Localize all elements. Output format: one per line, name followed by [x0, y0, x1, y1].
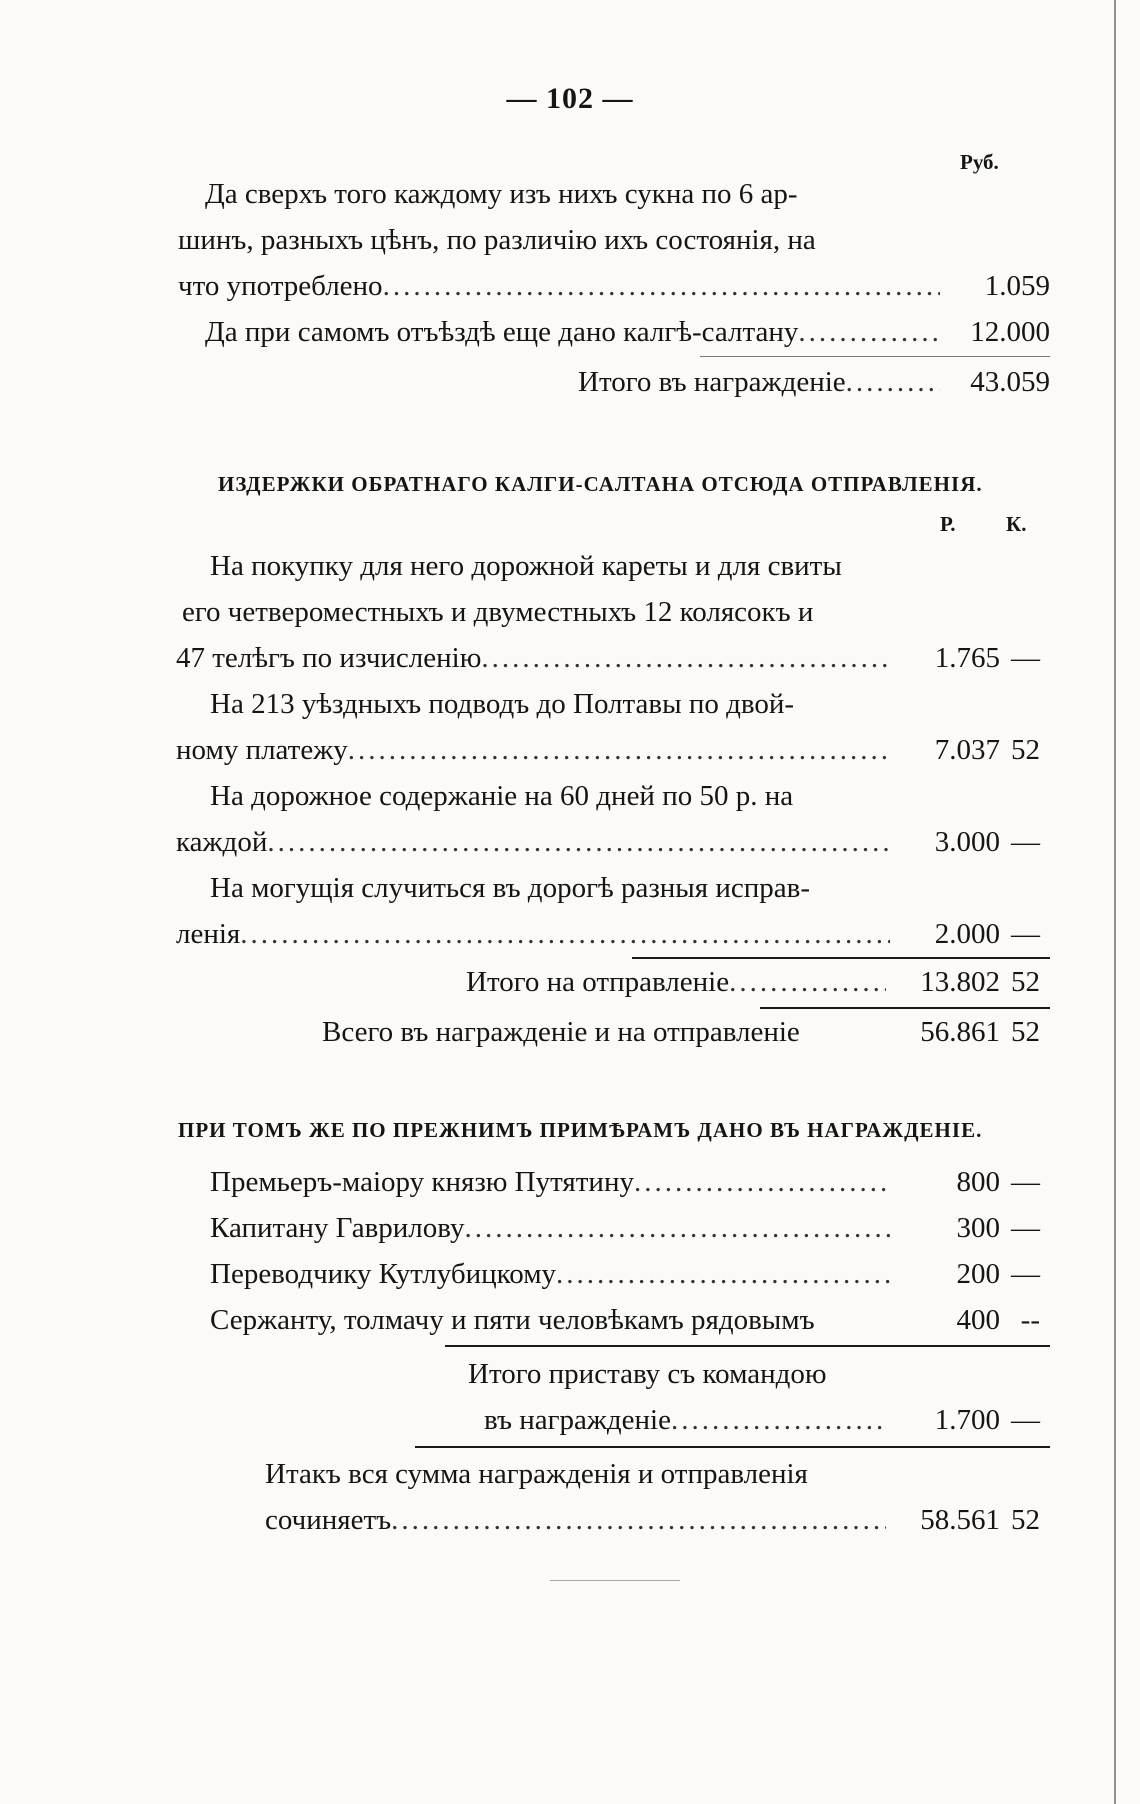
- section2-item-4-rub: 400: [956, 1304, 1000, 1336]
- item3-line-1: На дорожное содержаніе на 60 дней по 50 р. на: [210, 780, 794, 812]
- final-kop: 52: [1011, 1504, 1040, 1536]
- item4-line-2: [176, 916, 890, 952]
- item4-rub: 2.000: [934, 918, 1000, 950]
- award-total-amount: 43.059: [970, 366, 1050, 398]
- award-total-rule: [700, 356, 1050, 357]
- item1-kop: —: [1011, 642, 1040, 674]
- item3-line-2-label: каждой: [176, 826, 268, 858]
- section1-total-rule: [632, 957, 1050, 959]
- section2-item-2-label: Капитану Гаврилову: [210, 1212, 465, 1244]
- section1-total: [466, 964, 886, 1000]
- leader-dots: [383, 268, 940, 304]
- leader-dots: [240, 916, 890, 952]
- closing-rule: [550, 1580, 680, 1581]
- item4-line-2-label: ленія: [176, 918, 241, 950]
- item3-kop: —: [1011, 826, 1040, 858]
- section1-grand-rub: 56.861: [920, 1016, 1000, 1048]
- item1-rub: 1.765: [934, 642, 1000, 674]
- section1-col-rub: Р.: [940, 512, 956, 536]
- section1-grand-kop: 52: [1011, 1016, 1040, 1048]
- item1-line-3-label: 47 телѣгъ по изчисленію: [176, 642, 482, 674]
- section2-item-3-label: Переводчику Кутлубицкому: [210, 1258, 557, 1290]
- item2-line-1: На 213 уѣздныхъ подводъ до Полтавы по двой-: [210, 688, 795, 720]
- section2-heading: ПРИ ТОМЪ ЖЕ ПО ПРЕЖНИМЪ ПРИМѢРАМЪ ДАНО ВЪ НАГРАЖДЕНІЕ.: [178, 1118, 983, 1142]
- leader-dots: [348, 732, 890, 768]
- section2-item-1: [210, 1164, 890, 1200]
- leader-dots: [634, 1164, 890, 1200]
- leader-dots: [556, 1256, 890, 1292]
- section1-total-label: Итого на отправленіе: [466, 966, 730, 998]
- section2-total-label: въ награжденіе: [484, 1404, 671, 1436]
- section2-total-line-1: Итого приставу съ командою: [468, 1358, 827, 1390]
- section2-total-top-rule: [445, 1345, 1050, 1347]
- award-line-4-label: Да при самомъ отъѣздѣ еще дано калгѣ-салтану: [205, 316, 799, 348]
- item4-line-1: На могущія случиться въ дорогѣ разныя исправ-: [210, 872, 811, 904]
- award-line-4: [205, 314, 940, 350]
- award-line-3: [178, 268, 940, 304]
- section1-grand-label: Всего въ награжденіе и на отправленіе: [322, 1016, 800, 1048]
- section2-total-rub: 1.700: [934, 1404, 1000, 1436]
- section1-total-rub: 13.802: [920, 966, 1000, 998]
- item1-line-1: На покупку для него дорожной кареты и для свиты: [210, 550, 842, 582]
- section2-item-4-kop: --: [1020, 1304, 1040, 1336]
- section2-total-bottom-rule: [415, 1446, 1050, 1448]
- item2-rub: 7.037: [934, 734, 1000, 766]
- item1-line-3: [176, 640, 890, 676]
- leader-dots: [267, 824, 890, 860]
- section2-item-2-rub: 300: [956, 1212, 1000, 1244]
- award-line-3-amount: 1.059: [984, 270, 1050, 302]
- leader-dots: [671, 1402, 886, 1438]
- leader-dots: [846, 364, 940, 400]
- section2-item-1-label: Премьеръ-маіору князю Путятину: [210, 1166, 634, 1198]
- award-line-2: шинъ, разныхъ цѣнъ, по различію ихъ состоянія, на: [178, 224, 816, 256]
- page-number: — 102 —: [506, 82, 634, 115]
- leader-dots: [798, 314, 940, 350]
- award-total-label: Итого въ награжденіе: [578, 366, 846, 398]
- section2-total-kop: —: [1011, 1404, 1040, 1436]
- leader-dots: [464, 1210, 890, 1246]
- final-line-1: Итакъ вся сумма награжденія и отправленія: [265, 1458, 808, 1490]
- item3-line-2: [176, 824, 890, 860]
- section2-item-4-label: Сержанту, толмачу и пяти человѣкамъ рядовымъ: [210, 1304, 815, 1336]
- section1-col-kop: К.: [1006, 512, 1027, 536]
- leader-dots: [729, 964, 886, 1000]
- final-line-2: [265, 1502, 886, 1538]
- item3-rub: 3.000: [934, 826, 1000, 858]
- section2-item-1-rub: 800: [956, 1166, 1000, 1198]
- item4-kop: —: [1011, 918, 1040, 950]
- section1-heading: ИЗДЕРЖКИ ОБРАТНАГО КАЛГИ-САЛТАНА ОТСЮДА ОТПРАВЛЕНІЯ.: [218, 472, 983, 496]
- section2-item-2: [210, 1210, 890, 1246]
- section2-item-1-kop: —: [1011, 1166, 1040, 1198]
- item2-kop: 52: [1011, 734, 1040, 766]
- award-line-1: Да сверхъ того каждому изъ нихъ сукна по 6 ар-: [205, 178, 798, 210]
- final-label: сочиняетъ: [265, 1504, 392, 1536]
- section1-grand-rule: [760, 1007, 1050, 1009]
- item2-line-2: [176, 732, 890, 768]
- currency-header: Руб.: [960, 150, 999, 174]
- item2-line-2-label: ному платежу: [176, 734, 348, 766]
- award-line-3-label: что употреблено: [178, 270, 383, 302]
- item1-line-2: его четвероместныхъ и двуместныхъ 12 колясокъ и: [182, 596, 814, 628]
- section2-item-2-kop: —: [1011, 1212, 1040, 1244]
- section2-total-line-2: [484, 1402, 886, 1438]
- section2-item-3-rub: 200: [956, 1258, 1000, 1290]
- award-total: [578, 364, 940, 400]
- section2-item-3-kop: —: [1011, 1258, 1040, 1290]
- award-line-4-amount: 12.000: [970, 316, 1050, 348]
- leader-dots: [391, 1502, 886, 1538]
- page-edge-line: [1114, 0, 1116, 1804]
- section2-item-3: [210, 1256, 890, 1292]
- final-rub: 58.561: [920, 1504, 1000, 1536]
- section1-total-kop: 52: [1011, 966, 1040, 998]
- leader-dots: [481, 640, 890, 676]
